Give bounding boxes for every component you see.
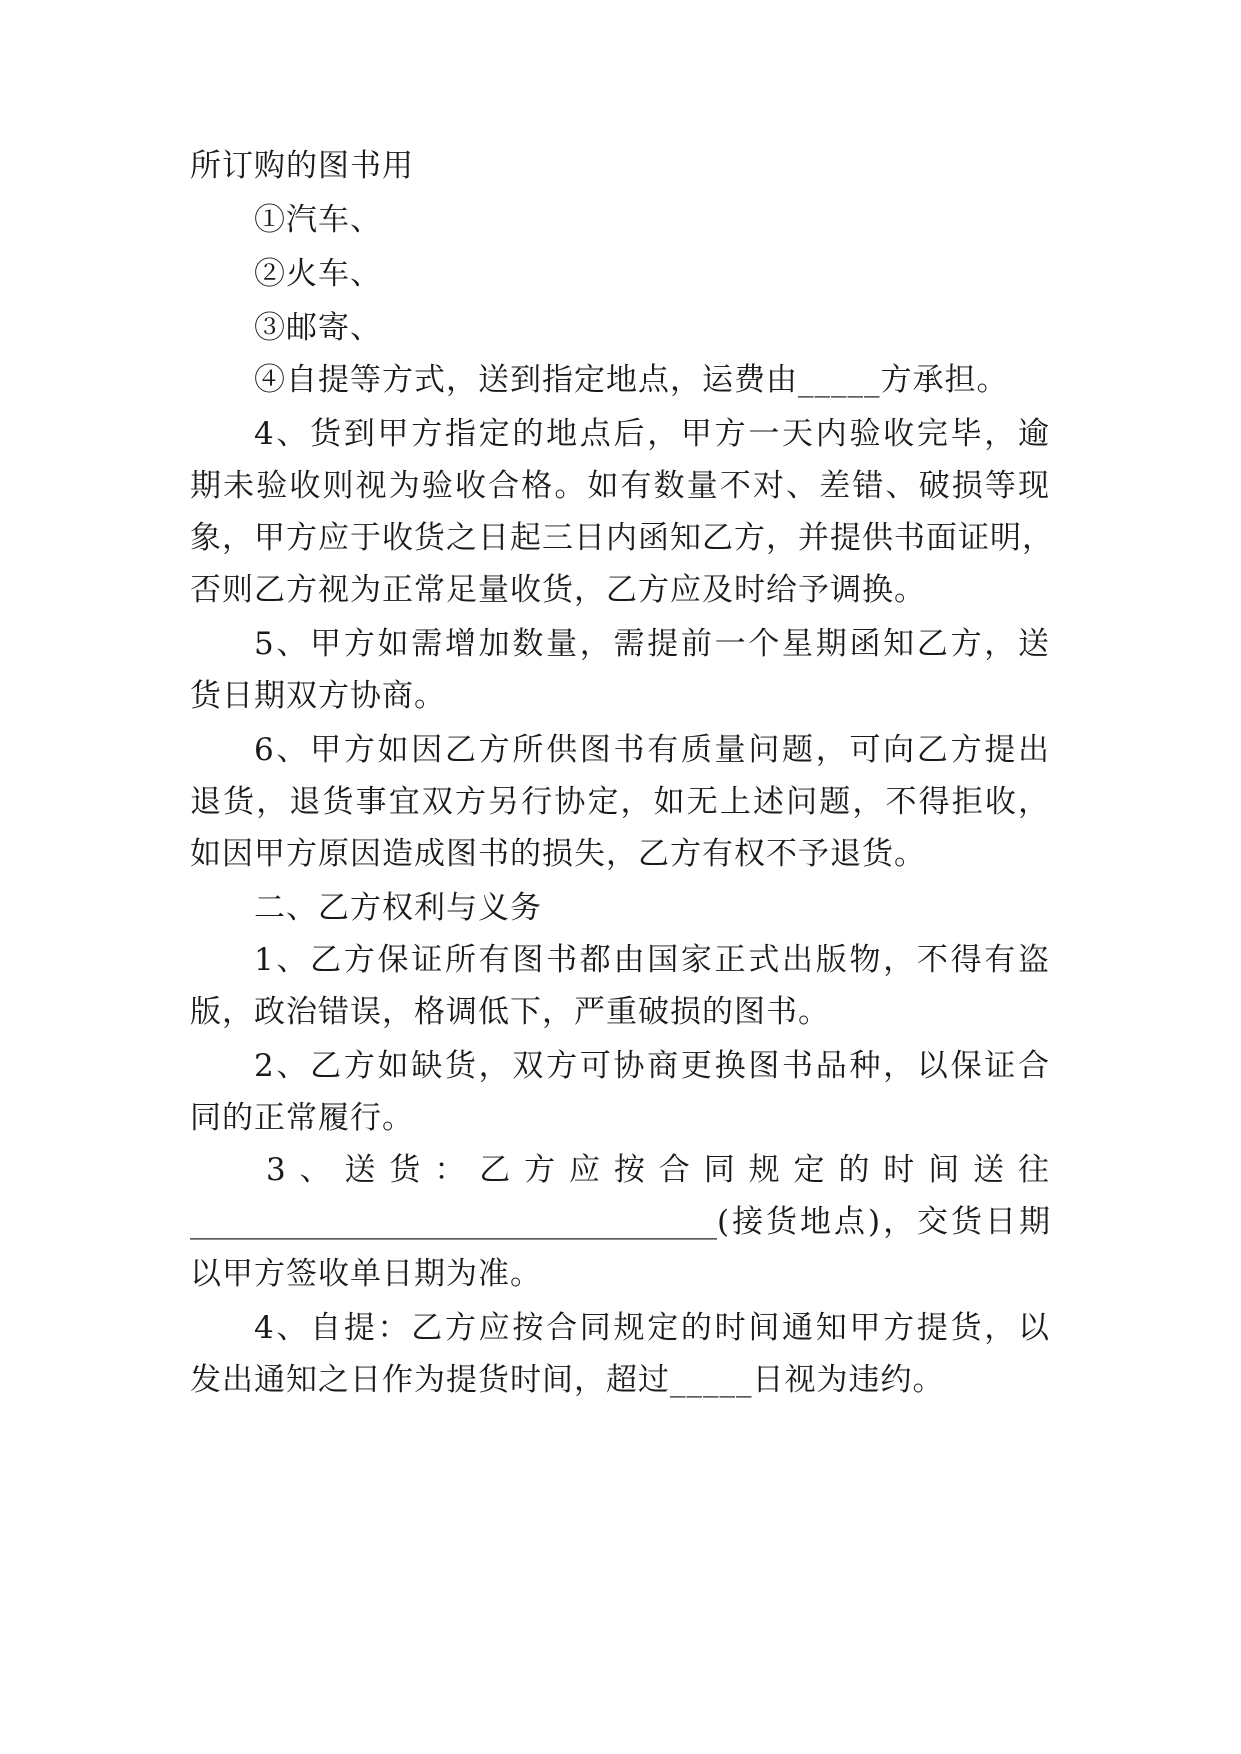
text-line: __________________________________(接货地点)，交货日期 bbox=[190, 1204, 1050, 1240]
text-line: 以甲方签收单日期为准。 bbox=[190, 1256, 542, 1292]
text-line: 否则乙方视为正常足量收货，乙方应及时给予调换。 bbox=[190, 572, 926, 608]
text-line: 如因甲方原因造成图书的损失，乙方有权不予退货。 bbox=[190, 836, 926, 872]
text-line: 发出通知之日作为提货时间，超过_____日视为违约。 bbox=[190, 1362, 945, 1398]
text-line: 退货，退货事宜双方另行协定，如无上述问题，不得拒收， bbox=[190, 784, 1050, 820]
text-line: 象，甲方应于收货之日起三日内函知乙方，并提供书面证明， bbox=[190, 520, 1054, 556]
text-line: 期未验收则视为验收合格。如有数量不对、差错、破损等现 bbox=[190, 468, 1050, 504]
text-line: 5、甲方如需增加数量，需提前一个星期函知乙方，送 bbox=[254, 626, 1050, 662]
text-line: 所订购的图书用 bbox=[190, 148, 414, 184]
text-line: 货日期双方协商。 bbox=[190, 678, 446, 714]
text-line: 4、货到甲方指定的地点后，甲方一天内验收完毕，逾 bbox=[254, 416, 1050, 452]
text-line: 1、乙方保证所有图书都由国家正式出版物，不得有盗 bbox=[254, 942, 1050, 978]
text-line: 6、甲方如因乙方所供图书有质量问题，可向乙方提出 bbox=[254, 732, 1050, 768]
text-line: 2、乙方如缺货，双方可协商更换图书品种，以保证合 bbox=[254, 1048, 1050, 1084]
text-line: 3、送货：乙方应按合同规定的时间送往 bbox=[266, 1152, 1050, 1188]
text-line: 4、自提：乙方应按合同规定的时间通知甲方提货，以 bbox=[254, 1310, 1050, 1346]
text-line: ②火车、 bbox=[254, 256, 382, 292]
section-heading: 二、乙方权利与义务 bbox=[254, 890, 542, 926]
text-line: 版，政治错误，格调低下，严重破损的图书。 bbox=[190, 994, 830, 1030]
text-line: ③邮寄、 bbox=[254, 310, 382, 346]
text-line: ①汽车、 bbox=[254, 202, 382, 238]
text-line: 同的正常履行。 bbox=[190, 1100, 414, 1136]
text-line: ④自提等方式，送到指定地点，运费由_____方承担。 bbox=[254, 362, 1009, 398]
